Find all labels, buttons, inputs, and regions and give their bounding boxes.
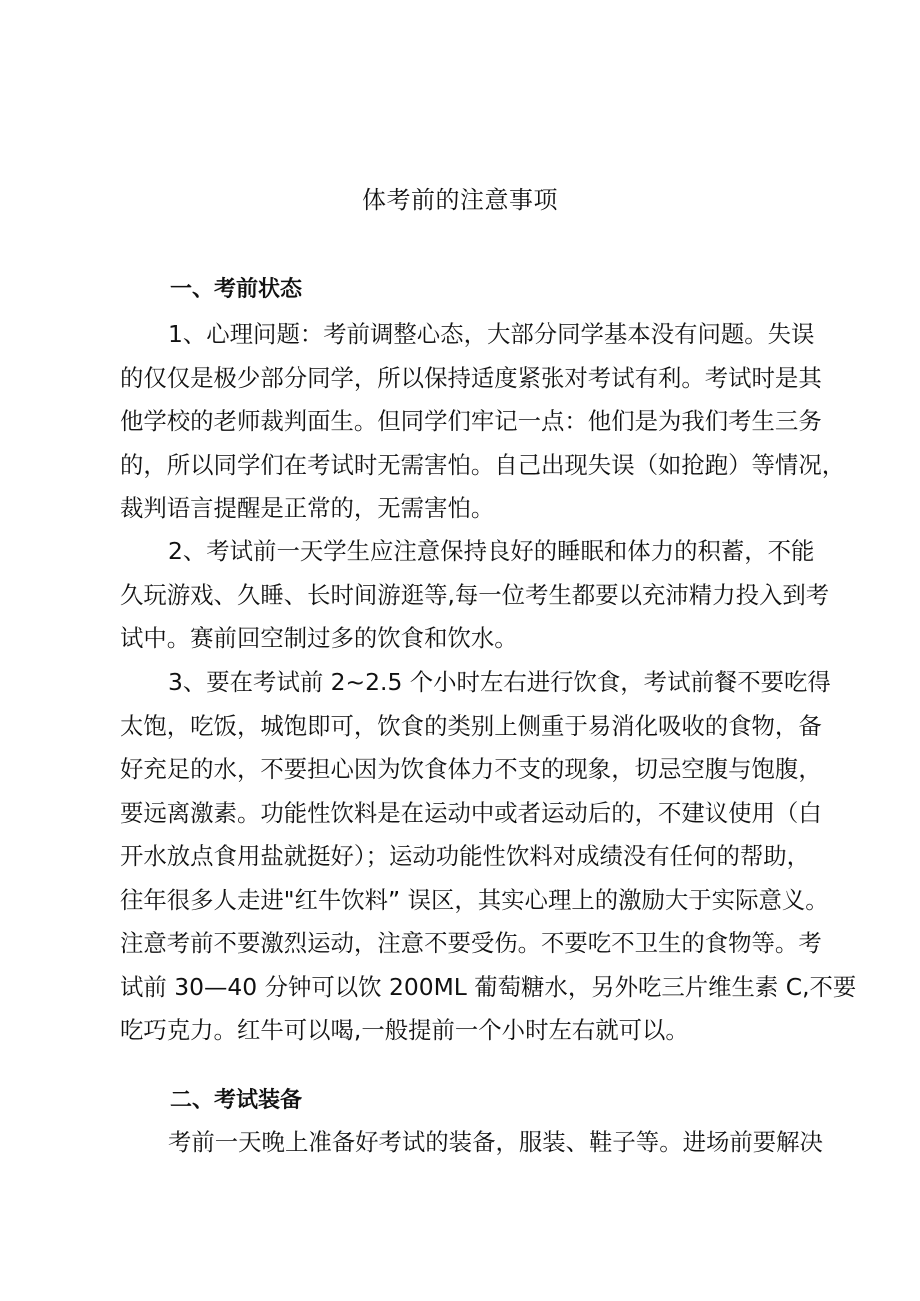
paragraph-line: 往年很多人走进"红牛饮料” 误区，其实心理上的激励大于实际意义。 — [120, 885, 829, 914]
paragraph-psychology — [120, 313, 846, 531]
paragraph-line: 注意考前不要激烈运动，注意不要受伤。不要吃不卫生的食物等。考 — [120, 929, 822, 957]
paragraph-line: 的仅仅是极少部分同学，所以保持适度紧张对考试有利。考试时是其 — [120, 363, 822, 392]
paragraph-line: 考前一天晚上准备好考试的装备，服装、鞋子等。进场前要解决 — [168, 1128, 823, 1156]
paragraph-line: 试前 30—40 分钟可以饮 200ML 葡萄糖水，另外吃三片维生素 C,不要 — [120, 972, 857, 1001]
paragraph-rest — [120, 530, 830, 661]
paragraph-line: 他学校的老师裁判面生。但同学们牢记一点：他们是为我们考生三务 — [120, 407, 822, 435]
document-title: 体考前的注意事项 — [362, 186, 558, 214]
section-heading-1: 一、考前状态 — [170, 277, 303, 302]
paragraph-line: 1、心理问题：考前调整心态，大部分同学基本没有问题。失误 — [168, 320, 815, 348]
paragraph-line: 的，所以同学们在考试时无需害怕。自己出现失误（如抢跑）等情况， — [120, 450, 846, 479]
paragraph-line: 好充足的水，不要担心因为饮食体力不支的现象，切忌空腹与饱腹， — [120, 755, 822, 783]
paragraph-line: 要远离激素。功能性饮料是在运动中或者运动后的，不建议使用（白 — [120, 798, 822, 827]
paragraph-line: 2、考试前一天学生应注意保持良好的睡眠和体力的积蓄，不能 — [168, 537, 815, 565]
section-heading-2: 二、考试装备 — [170, 1088, 303, 1113]
paragraph-line: 裁判语言提醒是正常的，无需害怕。 — [120, 494, 495, 522]
paragraph-line: 太饱，吃饭，城饱即可，饮食的类别上侧重于易消化吸收的食物，备 — [120, 711, 822, 740]
paragraph-line: 久玩游戏、久睡、长时间游逛等,每一位考生都要以充沛精力投入到考 — [120, 580, 830, 609]
paragraph-equipment — [120, 1121, 823, 1165]
paragraph-line: 试中。赛前回空制过多的饮食和饮水。 — [120, 624, 518, 652]
paragraph-line: 3、要在考试前 2~2.5 个小时左右进行饮食，考试前餐不要吃得 — [168, 668, 831, 696]
paragraph-diet — [120, 661, 857, 1053]
paragraph-line: 吃巧克力。红牛可以喝,一般提前一个小时左右就可以。 — [120, 1016, 689, 1044]
paragraph-line: 开水放点食用盐就挺好）；运动功能性饮料对成绩没有任何的帮助， — [120, 842, 811, 870]
